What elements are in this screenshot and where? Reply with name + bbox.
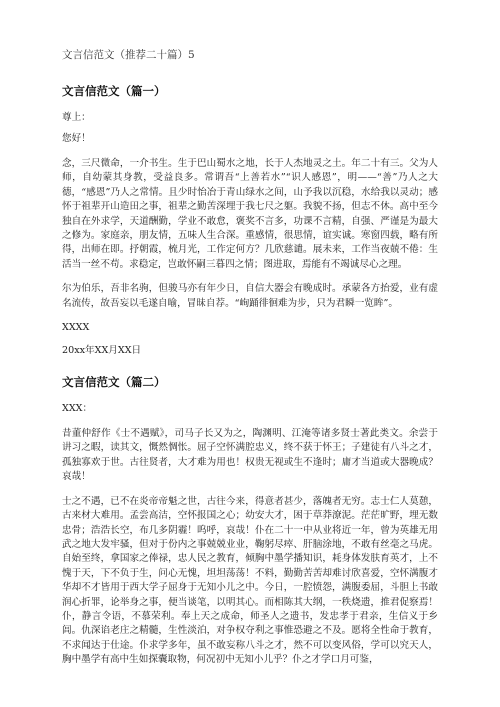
letter-signature: XXXX bbox=[62, 322, 90, 334]
section-heading: 文言信范文（篇一） bbox=[62, 84, 166, 98]
letter-greeting: 尊上： bbox=[62, 112, 91, 123]
letter-greeting: XXX： bbox=[62, 403, 93, 415]
letter-section-2 bbox=[62, 375, 438, 668]
letter-paragraph: 念，三尺微命，一介书生。生于巴山蜀水之地，长于人杰地灵之土。年二十有三。父为人师，自幼蒙其身教，受益良多。常谓吾“上善若水”“识人感恩”，明——“善”乃人之大德，“感恩”乃人之常情。且少时怡冶于青山绿水之间，山予我以沉稳，水给我以灵动；感怀于祖辈开山造田之事，祖辈之勤苦深埋于我七尺之躯。我貌不扬，但志不休。高中至今独自在外求学，天道酬勤，学业不敢怠，褒奖不言多，功课不言精，自强、严谨是为最大之修为。家庭亲，朋友情，五味人生合深。重感情，很思情，谊实诚。寒窗四载，略有所得，出师在即。抒朝霞，梳月光，工作定何方？几欣慈谴。展未来，工作当夜兢不倦：生活当一丝不苟。求稳定，岂敢怀嗣三暮四之情；图进取，焉能有不竭诚尽心之理。 bbox=[62, 158, 438, 270]
letter-salutation: 您好！ bbox=[62, 133, 91, 144]
letter-section-1 bbox=[62, 84, 438, 357]
letter-date: 20xx年XX月XX日 bbox=[62, 345, 142, 357]
letter-paragraph: 昔董仲舒作《士不遇赋》，司马子长又为之，陶渊明、江淹等诸多贤士著此类文。余尝于讲习之暇，读其文，慨然惆怅。屈子空怀满腔忠义，终不获于怀王；子建徒有八斗之才，孤独寡欢于世。古往贤者，大才难为用也！权贵无视或生不逢时；庸才当道或大器晚成？哀哉！ bbox=[62, 428, 438, 483]
section-heading: 文言信范文（篇二） bbox=[62, 375, 166, 390]
letter-paragraph: 士之不遇，已不在炎帝帝魁之世，古往今来，得意者甚少，落魄者无穷。志士仁人莫憩，古来材大难用。孟尝高洁，空怀报国之心；幼安大才，困于草莽潦泥。茫茫旷野，埋无数忠骨；浩浩长空，布几多阴霾！呜呼，哀哉！仆在二十一中从业将近一年，曾为英雄无用武之地大发牢骚，但对于份内之事兢兢业业，鞠躬尽瘁、肝脑涂地，不敢有丝毫之马虎。自始至终，拿国家之俸禄，忠人民之教育，倾胸中墨学播知识，耗身体发肤育英才，上不愧于天，下不负于生，问心无愧，坦坦荡荡！不料，勤勤苦苦却难讨欣喜爱，空怀满腹才华却不才皆用于西大学子屈身于无知小儿之中。今日，一腔愤怨，满腹委屈，斗胆上书敢润心折罪，论举身之事，便当谈笔，以明其心。而相陈其大纲，一秩烧遗，推君促察焉！仆，静言令语，不慕荣利。奉上天之成命，师圣人之遗书，发忠孝于君亲，生信义于乡闾。仇深谄老庄之精髓，生性淡泊，对争权夺利之事惟恐避之不及。愿将全性命于教育，不求闻达于仕途。仆求学多年，虽不敢妄称八斗之才，然不可以变风俗，学可以究天人，胸中墨学有高中生如探囊取物，何况初中无知小儿乎？仆之才学口月可鉴， bbox=[62, 495, 438, 666]
letter-paragraph: 尔为伯乐，吾非名驹，但骏马亦有年少日，自信大器会有晚成时。承蒙各方抬爱，业有虚名流传，故吾妄以毛遂自喻，冒昧自荐。“峋踊徘徊难为步，只为君瞬一览眸”。 bbox=[62, 283, 438, 309]
document-title: 文言信范文（推荐二十篇）5 bbox=[62, 49, 195, 61]
